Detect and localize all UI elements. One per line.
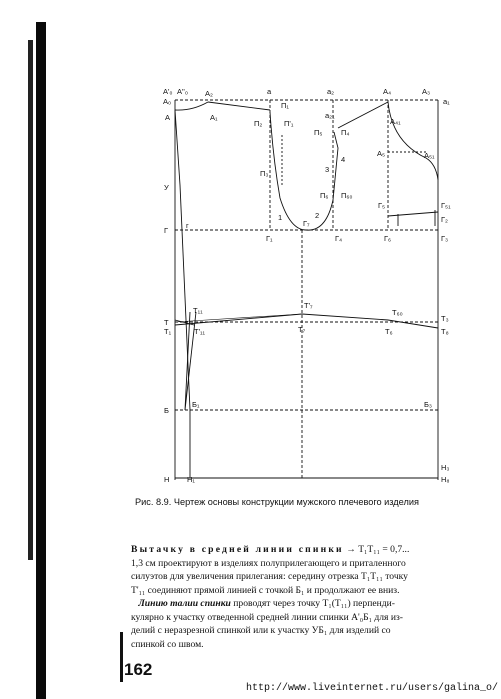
para2-line1: проводят через точку Т₁(Т₁₁) перпенди- [230,598,395,609]
binding-shadow-inner [28,40,33,560]
point-label: 3 [325,165,330,174]
point-label: П₂ [254,119,263,128]
point-label: Т₃ [441,314,449,323]
page-number-bar [120,632,123,682]
point-label: Г [164,226,169,235]
para2-line4: спинкой со швом. [131,638,204,650]
para1-line1: → Т₁Т₁₁ = 0,7... [343,544,410,555]
point-label: Т₆ [385,327,393,336]
point-label: A''₀ [177,87,188,96]
point-label: Г₅ [378,201,386,210]
point-label: A₂ [205,89,213,98]
point-label: A'₀ [163,87,173,96]
point-label: Т₆₀ [392,308,403,317]
point-label: Г₂ [441,215,448,224]
point-label: Т₇ [298,325,306,334]
point-label: 1 [278,213,283,222]
source-url[interactable]: http://www.liveinternet.ru/users/galina_o/ [246,683,499,694]
point-label: П'₁ [284,119,294,128]
point-label: A₀ [163,97,172,106]
point-label: Б₁ [192,400,200,409]
binding-shadow [36,22,46,699]
point-label: Г₃ [441,234,449,243]
point-label: Н₃ [441,463,450,472]
point-label: г [186,221,189,230]
point-label: a₂₁ [325,111,335,120]
point-label: A₅ [377,149,386,158]
point-label: A₅₁ [424,151,435,160]
point-label: Г₁ [266,234,273,243]
para1-line2: 1,3 см проектируют в изделиях полуприлегающего и приталенного [131,557,406,569]
point-label: Г₅₁ [441,201,451,210]
para2-line3: делий с неразрезной спинкой или к участку УБ₁ для изделий со [131,625,391,636]
para1-line3: силуэтов для увеличения прилегания: середину отрезка Т₁Т₁₁ точку [131,571,408,582]
point-label: П₃ [260,169,269,178]
point-label: П₆ [320,191,329,200]
point-label: a₁ [443,97,450,106]
point-label: Г₆ [384,234,392,243]
point-label: A₄₁ [390,117,401,126]
figure-caption: Рис. 8.9. Чертеж основы конструкции мужского плечевого изделия [135,497,419,507]
point-label: Б₃ [424,400,432,409]
para1-line4: Т'₁₁ соединяют прямой линией с точкой Б₁ и продолжают ее вниз. [131,584,400,596]
point-label: Т₈ [441,327,449,336]
para2-line2: кулярно к участку отведенной средней линии спинки А'₀Б₁ для из- [131,611,403,623]
point-label: 2 [315,211,320,220]
point-label: Н [164,475,170,484]
point-label: A [165,113,171,122]
paragraph-waist-line [131,597,493,651]
point-label: Г₇ [303,219,310,228]
point-label: Н₁ [187,475,195,484]
point-label: Т'₇ [304,301,313,310]
point-label: A₃ [422,87,431,96]
point-label: A₄ [383,87,392,96]
point-label: Б [164,406,169,415]
point-label: П₁ [281,101,289,110]
point-label: П₅ [314,128,323,137]
point-label: Г₄ [335,234,343,243]
point-label: a [267,87,272,96]
point-label: 4 [341,155,346,164]
page-number: 162 [124,660,153,679]
term-waist-line: Линию талии спинки [138,598,231,609]
point-label: Т'₁₁ [194,327,206,336]
point-label: Т₁₁ [193,306,203,315]
pattern-drawing [130,80,470,490]
point-label: П₄ [341,128,350,137]
point-label: a₂ [327,87,335,96]
point-label: Н₈ [441,475,450,484]
point-label: Т [164,318,169,327]
term-dart: Вытачку в средней линии спинки [131,544,344,555]
point-label: Т₁ [164,327,172,336]
point-label: У [164,183,169,192]
point-label: П₆₀ [341,191,353,200]
point-label: A₁ [210,113,218,122]
paragraph-dart [131,543,493,597]
